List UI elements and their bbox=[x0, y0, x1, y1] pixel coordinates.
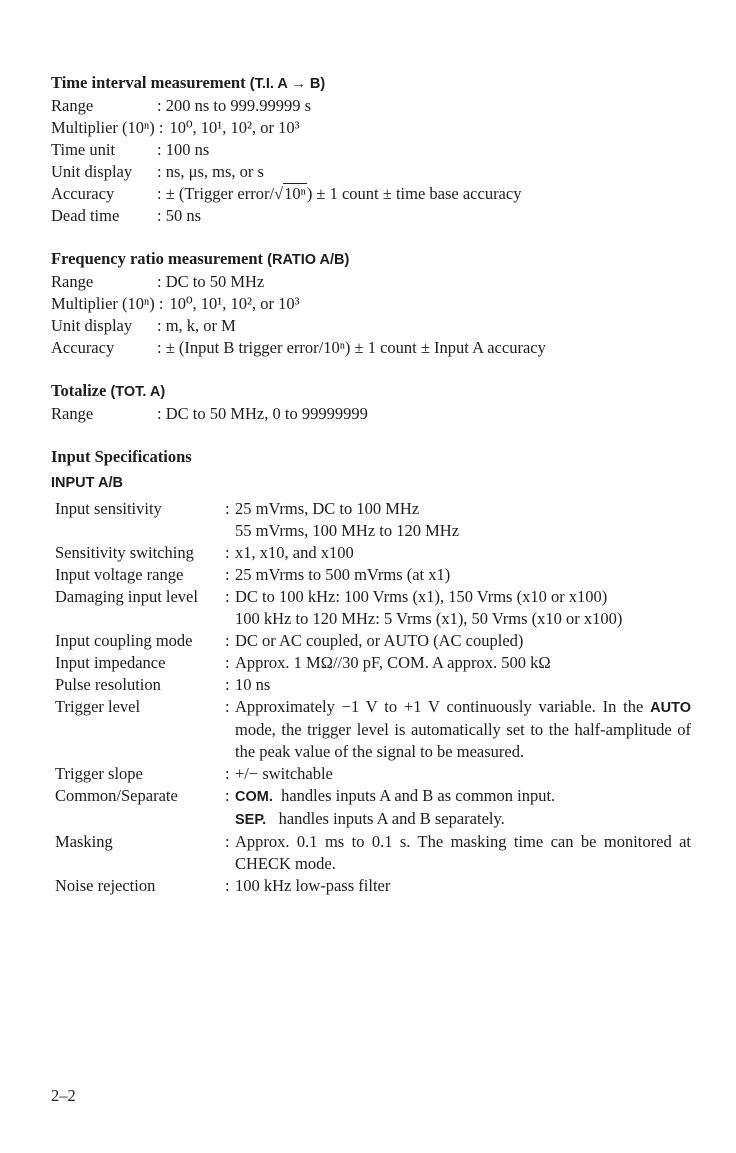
input-spec-table bbox=[51, 498, 691, 897]
spec-row bbox=[51, 674, 691, 696]
ti-dead-value: : 50 ns bbox=[157, 206, 202, 225]
damaging-v1: DC to 100 kHz: 100 Vrms (x1), 150 Vrms (x10 or x100) bbox=[235, 587, 608, 606]
page-number: 2–2 bbox=[51, 1086, 76, 1105]
colon: : bbox=[225, 697, 230, 716]
sep-description: handles inputs A and B separately. bbox=[278, 809, 505, 828]
ratio-accuracy-label: Accuracy bbox=[51, 338, 115, 357]
ratio-heading bbox=[51, 248, 691, 271]
ti-accuracy-radicand: 10ⁿ bbox=[284, 184, 306, 203]
spec-row bbox=[51, 564, 691, 586]
input-spec-section bbox=[51, 446, 691, 494]
ti-display-label: Unit display bbox=[51, 162, 133, 181]
ratio-range-value: : DC to 50 MHz bbox=[157, 272, 265, 291]
colon: : bbox=[225, 587, 230, 606]
spec-row bbox=[51, 875, 691, 897]
time-interval-title: Time interval measurement bbox=[51, 73, 246, 92]
spec-row bbox=[51, 785, 691, 831]
ti-unit-label: Time unit bbox=[51, 140, 116, 159]
time-interval-section bbox=[51, 72, 691, 227]
slope-label: Trigger slope bbox=[55, 764, 143, 783]
colon: : bbox=[225, 631, 230, 650]
time-interval-mode: (T.I. A → B) bbox=[249, 76, 326, 92]
switching-value: x1, x10, and x100 bbox=[235, 543, 354, 562]
trigger-level-label: Trigger level bbox=[55, 697, 141, 716]
ti-range-value: : 200 ns to 999.99999 s bbox=[157, 96, 312, 115]
spec-row bbox=[51, 763, 691, 785]
common-separate-value bbox=[235, 785, 691, 831]
colon: : bbox=[225, 653, 230, 672]
noise-label: Noise rejection bbox=[55, 876, 156, 895]
ti-display-row bbox=[51, 161, 691, 183]
colon: : bbox=[225, 543, 230, 562]
trigger-auto-keyword: AUTO bbox=[650, 700, 691, 716]
colon: : bbox=[225, 565, 230, 584]
ratio-accuracy-value: : ± (Input B trigger error/10ⁿ) ± 1 count ± Input A accuracy bbox=[157, 338, 546, 357]
ti-unit-value: : 100 ns bbox=[157, 140, 210, 159]
tot-range-label: Range bbox=[51, 404, 94, 423]
sensitivity-v1: 25 mVrms, DC to 100 MHz bbox=[235, 499, 420, 518]
ti-range-label: Range bbox=[51, 96, 94, 115]
ratio-multiplier-row bbox=[51, 293, 691, 315]
damaging-value bbox=[235, 586, 691, 630]
colon: : bbox=[225, 499, 230, 518]
sensitivity-v2: 55 mVrms, 100 MHz to 120 MHz bbox=[235, 521, 460, 540]
pulse-label: Pulse resolution bbox=[55, 675, 161, 694]
spec-row bbox=[51, 696, 691, 763]
spec-row bbox=[51, 498, 691, 542]
ratio-section bbox=[51, 248, 691, 359]
voltage-range-label: Input voltage range bbox=[55, 565, 184, 584]
ratio-display-row bbox=[51, 315, 691, 337]
sensitivity-value bbox=[235, 498, 691, 542]
trigger-level-v2: mode, the trigger level is automatically set to the half-amplitude of the peak value of the signal to be measured. bbox=[235, 720, 691, 761]
spec-row bbox=[51, 652, 691, 674]
totalize-mode: (TOT. A) bbox=[110, 384, 166, 400]
ratio-multiplier-value: 10⁰, 10¹, 10², or 10³ bbox=[169, 294, 300, 313]
ti-accuracy-label: Accuracy bbox=[51, 184, 115, 203]
totalize-heading bbox=[51, 380, 691, 403]
ti-dead-label: Dead time bbox=[51, 206, 120, 225]
ti-dead-row bbox=[51, 205, 691, 227]
colon: : bbox=[225, 786, 230, 805]
damaging-v2: 100 kHz to 120 MHz: 5 Vrms (x1), 50 Vrms (x10 or x100) bbox=[235, 609, 623, 628]
impedance-value: Approx. 1 MΩ//30 pF, COM. A approx. 500 kΩ bbox=[235, 653, 551, 672]
ti-unit-row bbox=[51, 139, 691, 161]
totalize-title: Totalize bbox=[51, 381, 107, 400]
com-description: handles inputs A and B as common input. bbox=[281, 786, 556, 805]
spec-row bbox=[51, 542, 691, 564]
ti-accuracy-row bbox=[51, 183, 691, 205]
common-separate-label: Common/Separate bbox=[55, 786, 178, 805]
damaging-label: Damaging input level bbox=[55, 587, 198, 606]
ti-accuracy-value bbox=[157, 183, 691, 205]
spec-row bbox=[51, 586, 691, 630]
coupling-label: Input coupling mode bbox=[55, 631, 193, 650]
ti-display-value: : ns, μs, ms, or s bbox=[157, 162, 264, 181]
sensitivity-label: Input sensitivity bbox=[55, 499, 162, 518]
sep-keyword: SEP. bbox=[235, 812, 267, 828]
masking-label: Masking bbox=[55, 832, 113, 851]
tot-range-row bbox=[51, 403, 691, 425]
spec-row bbox=[51, 630, 691, 652]
ratio-multiplier-label: Multiplier (10ⁿ) : bbox=[51, 294, 164, 313]
ti-multiplier-value: 10⁰, 10¹, 10², or 10³ bbox=[169, 118, 300, 137]
trigger-level-value bbox=[235, 696, 691, 763]
switching-label: Sensitivity switching bbox=[55, 543, 194, 562]
ratio-range-row bbox=[51, 271, 691, 293]
ti-multiplier-row bbox=[51, 117, 691, 139]
totalize-section bbox=[51, 380, 691, 425]
time-interval-heading bbox=[51, 72, 691, 95]
ratio-accuracy-row bbox=[51, 337, 691, 359]
ti-range-row bbox=[51, 95, 691, 117]
ti-accuracy-post: ) ± 1 count ± time base accuracy bbox=[306, 184, 522, 203]
masking-value: Approx. 0.1 ms to 0.1 s. The masking time can be monitored at CHECK mode. bbox=[235, 832, 691, 873]
slope-value: +/− switchable bbox=[235, 764, 333, 783]
colon: : bbox=[225, 675, 230, 694]
colon: : bbox=[225, 876, 230, 895]
input-spec-title: Input Specifications bbox=[51, 447, 192, 466]
input-ab-subtitle: INPUT A/B bbox=[51, 475, 123, 491]
ratio-display-value: : m, k, or M bbox=[157, 316, 236, 335]
spec-row bbox=[51, 831, 691, 875]
ratio-title: Frequency ratio measurement bbox=[51, 249, 264, 268]
ratio-range-label: Range bbox=[51, 272, 94, 291]
com-keyword: COM. bbox=[235, 789, 273, 805]
trigger-level-v1: Approximately −1 V to +1 V continuously variable. In the bbox=[235, 697, 644, 716]
ti-multiplier-label: Multiplier (10ⁿ) : bbox=[51, 118, 164, 137]
colon: : bbox=[225, 764, 230, 783]
pulse-value: 10 ns bbox=[235, 675, 271, 694]
voltage-range-value: 25 mVrms to 500 mVrms (at x1) bbox=[235, 565, 451, 584]
noise-value: 100 kHz low-pass filter bbox=[235, 876, 391, 895]
ti-accuracy-pre: : ± (Trigger error/√ bbox=[157, 184, 284, 203]
ratio-mode: (RATIO A/B) bbox=[267, 252, 350, 268]
ratio-display-label: Unit display bbox=[51, 316, 133, 335]
tot-range-value: : DC to 50 MHz, 0 to 99999999 bbox=[157, 404, 368, 423]
impedance-label: Input impedance bbox=[55, 653, 166, 672]
colon: : bbox=[225, 832, 230, 851]
coupling-value: DC or AC coupled, or AUTO (AC coupled) bbox=[235, 631, 524, 650]
